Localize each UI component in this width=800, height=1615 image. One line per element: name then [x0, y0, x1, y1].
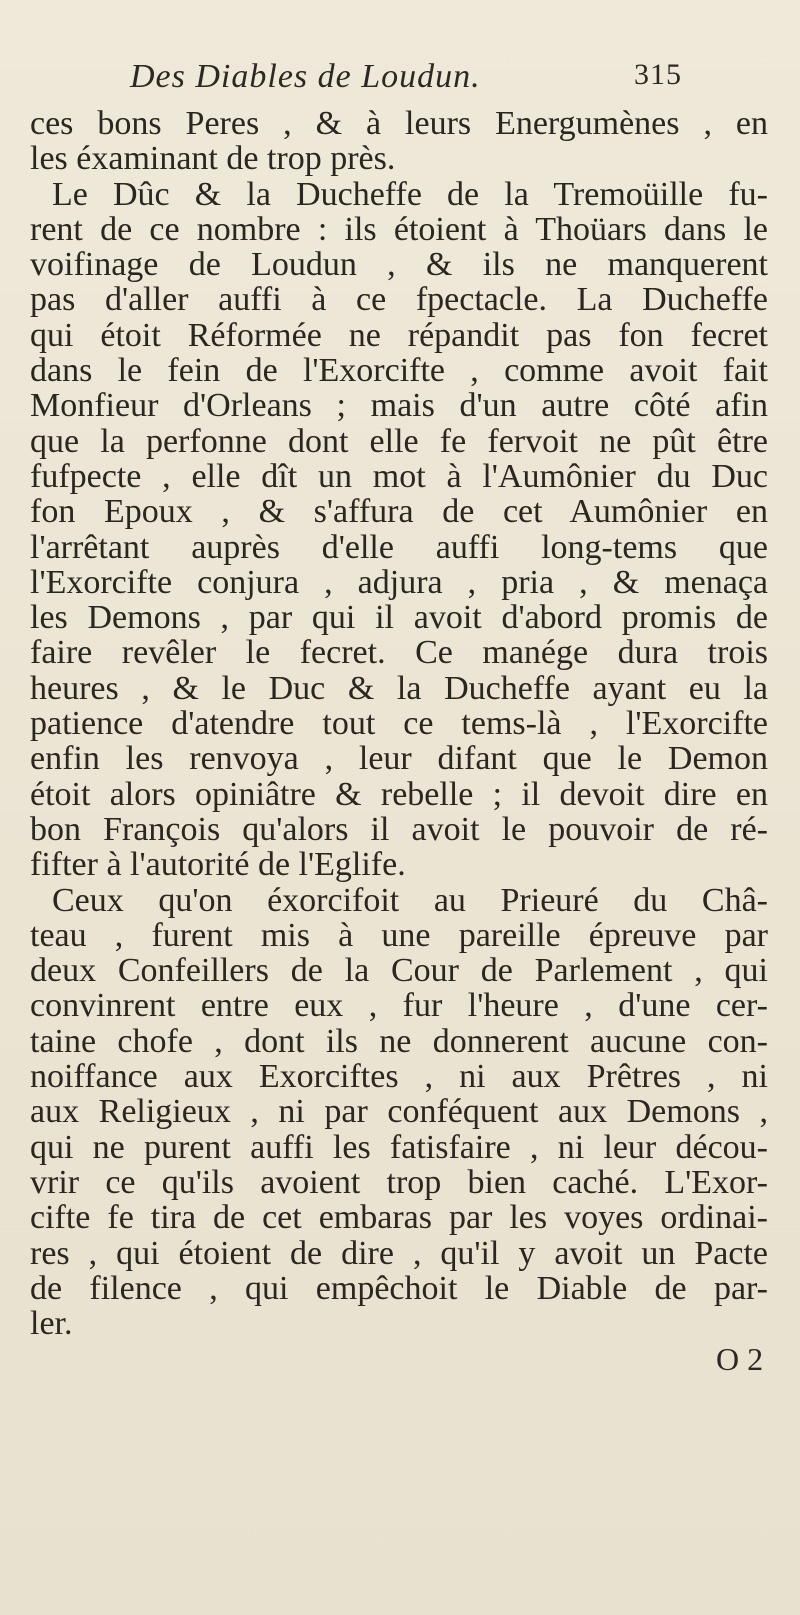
- text-line: fon Epoux , & s'affura de cet Aumônier en: [30, 494, 768, 530]
- text-line: res , qui étoient de dire , qu'il y avoit un Pacte: [30, 1235, 768, 1271]
- text-line: faire revêler le fecret. Ce manége dura trois: [30, 635, 768, 671]
- text-line: qui étoit Réformée ne répandit pas fon fecret: [30, 317, 768, 354]
- text-line: les Demons , par qui il avoit d'abord promis de: [30, 600, 768, 636]
- text-line: cifte fe tira de cet embaras par les voyes ordinai-: [30, 1200, 768, 1236]
- page-number: 315: [634, 58, 682, 91]
- text-line: dans le fein de l'Exorcifte , comme avoit fait: [30, 353, 768, 389]
- running-head: [130, 58, 682, 102]
- text-line: aux Religieux , ni par conféquent aux Demons ,: [30, 1094, 768, 1130]
- text-line: convinrent entre eux , fur l'heure , d'une cer-: [30, 988, 768, 1024]
- text-line: vrir ce qu'ils avoient trop bien caché. L'Exor-: [30, 1164, 768, 1201]
- running-title: Des Diables de Loudun.: [130, 58, 481, 95]
- text-line: étoit alors opiniâtre & rebelle ; il devoit dire en: [30, 776, 768, 812]
- text-line: fifter à l'autorité de l'Eglife.: [30, 847, 406, 883]
- text-line: patience d'atendre tout ce tems-là , l'Exorcifte: [30, 706, 768, 742]
- text-line: pas d'aller auffi à ce fpectacle. La Ducheffe: [30, 282, 768, 318]
- text-line: enfin les renvoya , leur difant que le Demon: [30, 741, 768, 777]
- text-line: l'arrêtant auprès d'elle auffi long-tems que: [30, 529, 768, 565]
- signature-mark: O 2: [716, 1341, 764, 1378]
- text-line: Ceux qu'on éxorcifoit au Prieuré du Châ-: [52, 882, 768, 918]
- text-line: ces bons Peres , & à leurs Energumènes , en: [30, 106, 768, 142]
- text-line: heures , & le Duc & la Ducheffe ayant eu la: [30, 670, 768, 707]
- text-line: ler.: [30, 1306, 73, 1342]
- text-line: de filence , qui empêchoit le Diable de par-: [30, 1270, 768, 1307]
- text-line: voifinage de Loudun , & ils ne manquerent: [30, 247, 768, 283]
- text-line: l'Exorcifte conjura , adjura , pria , & menaça: [30, 564, 768, 601]
- text-line: qui ne purent auffi les fatisfaire , ni leur décou-: [30, 1129, 768, 1165]
- text-line: les éxaminant de trop près.: [30, 141, 396, 177]
- text-line: taine chofe , dont ils ne donnerent aucune con-: [30, 1023, 768, 1060]
- text-line: Le Dûc & la Ducheffe de la Tremoüille fu-: [52, 176, 768, 212]
- text-line: fufpecte , elle dît un mot à l'Aumônier du Duc: [30, 458, 768, 495]
- text-line: que la perfonne dont elle fe fervoit ne pût être: [30, 423, 768, 459]
- text-line: deux Confeillers de la Cour de Parlement , qui: [30, 953, 768, 989]
- text-line: Monfieur d'Orleans ; mais d'un autre côté afin: [30, 388, 768, 424]
- body-text: [30, 106, 768, 1381]
- text-line: teau , furent mis à une pareille épreuve par: [30, 917, 768, 954]
- text-line: bon François qu'alors il avoit le pouvoir de ré-: [30, 811, 768, 848]
- text-line: rent de ce nombre : ils étoient à Thoüars dans le: [30, 211, 768, 248]
- signature-row: [30, 1341, 768, 1381]
- text-line: noiffance aux Exorciftes , ni aux Prêtres , ni: [30, 1059, 768, 1095]
